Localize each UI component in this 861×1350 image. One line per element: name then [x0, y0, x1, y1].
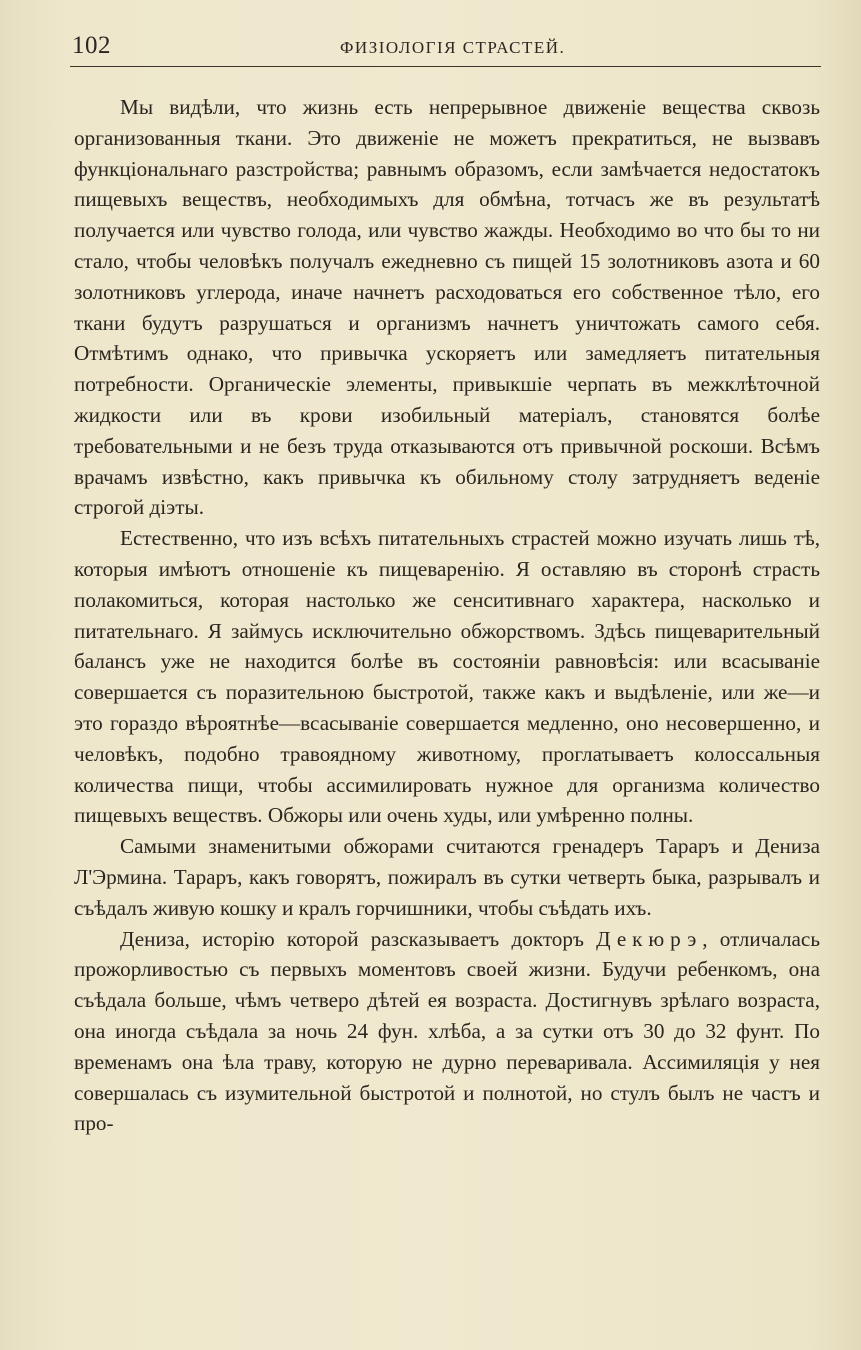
- paragraph-1: Мы видѣли, что жизнь есть непрерывное движеніе вещества сквозь организованныя ткани. Это движеніе не можетъ прекратиться, не вызвавъ функціональнаго разстройства; равнымъ образомъ, если замѣчается недостатокъ пищевыхъ веществъ, необходимыхъ для обмѣна, тотчасъ же въ результатѣ получается или чувство голода, или чувство жажды. Необходимо во что бы то ни стало, чтобы человѣкъ получалъ ежедневно съ пищей 15 золотниковъ азота и 60 золотниковъ углерода, иначе начнетъ расходоваться его собственное тѣло, его ткани будутъ разрушаться и организмъ начнетъ уничтожать самого себя. Отмѣтимъ однако, что привычка ускоряетъ или замедляетъ питательныя потребности. Органическіе элементы, привыкшіе черпать въ межклѣточной жидкости или въ крови изобильный матеріалъ, становятся болѣе требовательными и не безъ труда отказываются отъ привычной роскоши. Всѣмъ врачамъ извѣстно, какъ привычка къ обильному столу затрудняетъ веденіе строгой діэты.: [74, 95, 820, 520]
- paragraph-4-lead: Дениза, исторію которой разсказываетъ докторъ: [120, 926, 597, 951]
- running-title: ФИЗІОЛОГІЯ СТРАСТЕЙ.: [340, 38, 566, 57]
- paragraph-4-rest: , отличалась прожорливостью съ первыхъ моментовъ своей жизни. Будучи ребенкомъ, она съѣдала больше, чѣмъ четверо дѣтей ея возраста. Достигнувъ зрѣлаго возраста, она иногда съѣдала за ночь 24 фун. хлѣба, а за сутки отъ 30 до 32 фунт. По временамъ она ѣла траву, которую не дурно переваривала. Ассимиляція у нея совершалась съ изумительной быстротой и полнотой, но стулъ былъ не частъ и про-: [74, 926, 820, 1136]
- body-text: [74, 92, 820, 1139]
- spaced-name: Декюрэ: [596, 926, 703, 951]
- paragraph-3: Самыми знаменитыми обжорами считаются гренадеръ Тараръ и Дениза Л'Эрмина. Тараръ, какъ говорятъ, пожиралъ въ сутки четверть быка, разрывалъ и съѣдалъ живую кошку и кралъ горчишники, чтобы съѣдать ихъ.: [74, 834, 820, 920]
- paragraph-2: Естественно, что изъ всѣхъ питательныхъ страстей можно изучать лишь тѣ, которыя имѣютъ отношеніе къ пищеваренію. Я оставляю въ сторонѣ страсть полакомиться, которая настолько же сенситивнаго характера, насколько и питательнаго. Я займусь исключительно обжорствомъ. Здѣсь пищеварительный балансъ уже не находится болѣе въ состояніи равновѣсія: или всасываніе совершается съ поразительною быстротой, также какъ и выдѣленіе, или же—и это гораздо вѣроятнѣе—всасываніе совершается медленно, оно несовершенно, и человѣкъ, подобно травоядному животному, проглатываетъ колоссальныя количества пищи, чтобы ассимилировать нужное для организма количество пищевыхъ веществъ. Обжоры или очень худы, или умѣренно полны.: [74, 526, 820, 828]
- running-head: [70, 30, 821, 66]
- page-number: 102: [72, 32, 111, 59]
- header-rule: [70, 66, 821, 67]
- paragraph-4: [74, 924, 820, 1140]
